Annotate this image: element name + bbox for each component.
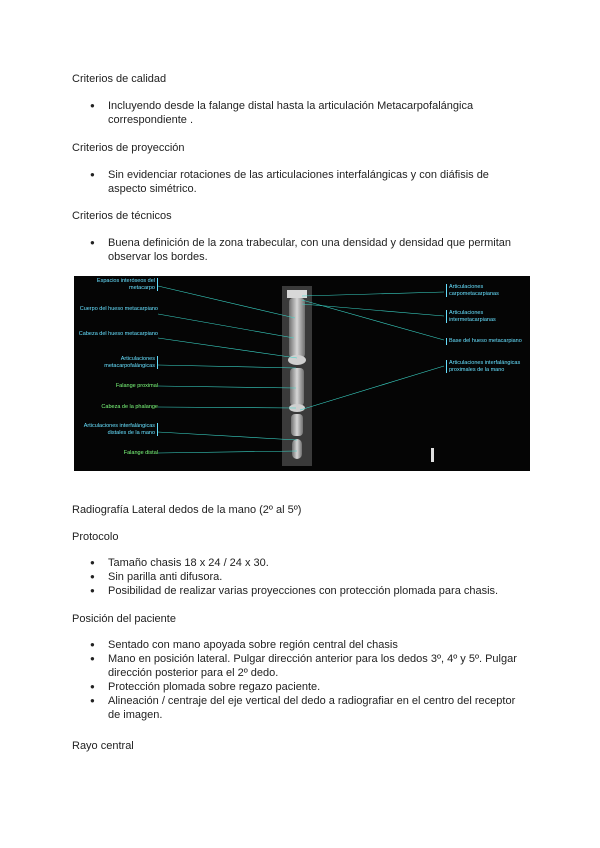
label-articulaciones-metacarpofalangicas: Articulaciones metacarpofalángicas [75,356,158,369]
list-protocolo [90,556,530,598]
middle-phalanx [291,414,303,436]
list-criterios-calidad [90,99,530,127]
scale-marker [431,448,434,462]
heading-protocolo: Protocolo [72,531,119,543]
list-item: ● Sin evidenciar rotaciones de las articulaciones interfalángicas y con diáfisis de aspecto simétrico. [90,168,530,196]
list-item: ● Protección plomada sobre regazo paciente. [90,680,530,694]
list-criterios-proyeccion [90,168,530,196]
list-item: ● Incluyendo desde la falange distal hasta la articulación Metacarpofalángica correspondiente . [90,99,530,127]
label-cabeza-phalange: Cabeza de la phalange [101,404,158,410]
distal-phalanx [292,439,302,459]
heading-posicion-paciente: Posición del paciente [72,613,176,625]
page-title: Radiografía Lateral dedos de la mano (2º al 5º) [72,504,302,516]
list-item: ● Sin parilla anti difusora. [90,570,530,584]
label-falange-proximal: Falange proximal [115,383,158,389]
label-cabeza-metacarpiano: Cabeza del hueso metacarpiano [78,331,158,337]
label-base-metacarpiano: Base del hueso metacarpiano [446,338,530,345]
label-articulaciones-interfalangicas-distales: Articulaciones interfalángicas distales de la mano [75,423,158,436]
metacarpal-head [288,355,306,365]
label-articulaciones-carpometacarpianas: Articulaciones carpometacarpianas [446,284,530,297]
label-espacios-interoseos: Espacios interóseos del metacarpo [75,278,158,291]
heading-rayo-central: Rayo central [72,740,134,752]
list-item: ● Posibilidad de realizar varias proyecciones con protección plomada para chasis. [90,584,530,598]
label-articulaciones-intermetacarpianas: Articulaciones intermetacarpianas [446,310,530,323]
label-articulaciones-interfalangicas-proximales: Articulaciones interfalángicas proximales de la mano [446,360,530,373]
list-posicion-paciente [90,638,530,722]
finger-xray-image [74,276,530,471]
left-leader-lines [158,286,297,453]
right-leader-lines [300,292,444,410]
proximal-phalanx [290,368,304,406]
metacarpal-bone [289,298,305,358]
list-criterios-tecnicos [90,236,530,264]
carpal-bone [287,290,307,298]
label-cuerpo-metacarpiano: Cuerpo del hueso metacarpiano [79,306,158,312]
list-item: ● Mano en posición lateral. Pulgar dirección anterior para los dedos 3º, 4º y 5º. Pulgar dirección posterior para el 2º dedo. [90,652,530,680]
list-item: ● Tamaño chasis 18 x 24 / 24 x 30. [90,556,530,570]
list-item: ● Sentado con mano apoyada sobre región central del chasis [90,638,530,652]
heading-criterios-proyeccion: Criterios de proyección [72,142,185,154]
heading-criterios-tecnicos: Criterios de técnicos [72,210,172,222]
list-item: ● Alineación / centraje del eje vertical del dedo a radiografiar en el centro del receptor de imagen. [90,694,530,722]
heading-criterios-calidad: Criterios de calidad [72,73,167,85]
list-item: ● Buena definición de la zona trabecular, con una densidad y densidad que permitan observar los bordes. [90,236,530,264]
label-falange-distal: Falange distal [123,450,158,456]
